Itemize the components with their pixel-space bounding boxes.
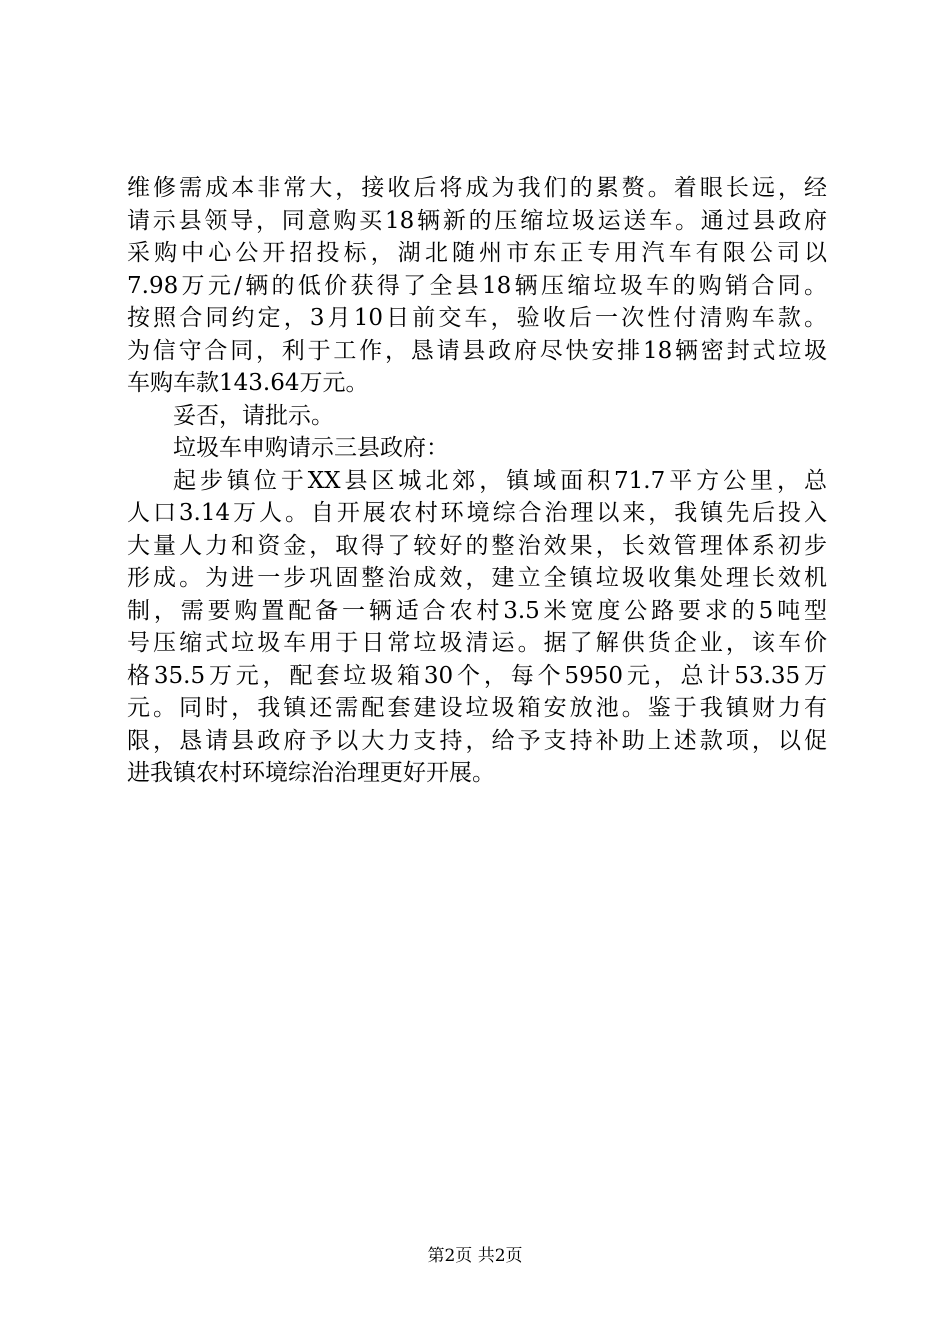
paragraph-2-line: 人口3.14万人。自开展农村环境综合治理以来，我镇先后投入	[127, 500, 827, 526]
paragraph-1-line: 车购车款143.64万元。	[127, 370, 369, 396]
paragraph-2-line: 号压缩式垃圾车用于日常垃圾清运。据了解供货企业，该车价	[127, 630, 827, 656]
paragraph-2-line: 元。同时，我镇还需配套建设垃圾箱安放池。鉴于我镇财力有	[127, 695, 827, 721]
paragraph-1-line: 7.98万元/辆的低价获得了全县18辆压缩垃圾车的购销合同。	[127, 272, 827, 299]
paragraph-2-line: 进我镇农村环境综治治理更好开展。	[127, 760, 495, 786]
paragraph-2-line: 限，恳请县政府予以大力支持，给予支持补助上述款项，以促	[127, 727, 827, 754]
paragraph-2-line: 制，需要购置配备一辆适合农村3.5米宽度公路要求的5吨型	[127, 597, 827, 624]
paragraph-2-line: 起步镇位于XX县区城北郊，镇域面积71.7平方公里，总	[173, 467, 827, 494]
paragraph-1-line: 维修需成本非常大，接收后将成为我们的累赘。着眼长远，经	[127, 175, 827, 201]
paragraph-1-line: 按照合同约定，3月10日前交车，验收后一次性付清购车款。	[127, 305, 827, 331]
paragraph-1-line: 采购中心公开招投标，湖北随州市东正专用汽车有限公司以	[127, 240, 827, 266]
paragraph-1-line: 请示县领导，同意购买18辆新的压缩垃圾运送车。通过县政府	[127, 207, 827, 234]
document-body	[127, 172, 827, 790]
paragraph-2-line: 格35.5万元，配套垃圾箱30个，每个5950元，总计53.35万	[127, 662, 827, 689]
page-number-footer: 第2页 共2页	[427, 1246, 523, 1266]
section-heading: 垃圾车申购请示三县政府：	[173, 435, 449, 461]
paragraph-2-line: 形成。为进一步巩固整治成效，建立全镇垃圾收集处理长效机	[127, 565, 827, 591]
paragraph-2-line: 大量人力和资金，取得了较好的整治效果，长效管理体系初步	[127, 532, 827, 559]
closing-line: 妥否，请批示。	[173, 402, 334, 429]
paragraph-1-line: 为信守合同，利于工作，恳请县政府尽快安排18辆密封式垃圾	[127, 337, 827, 364]
